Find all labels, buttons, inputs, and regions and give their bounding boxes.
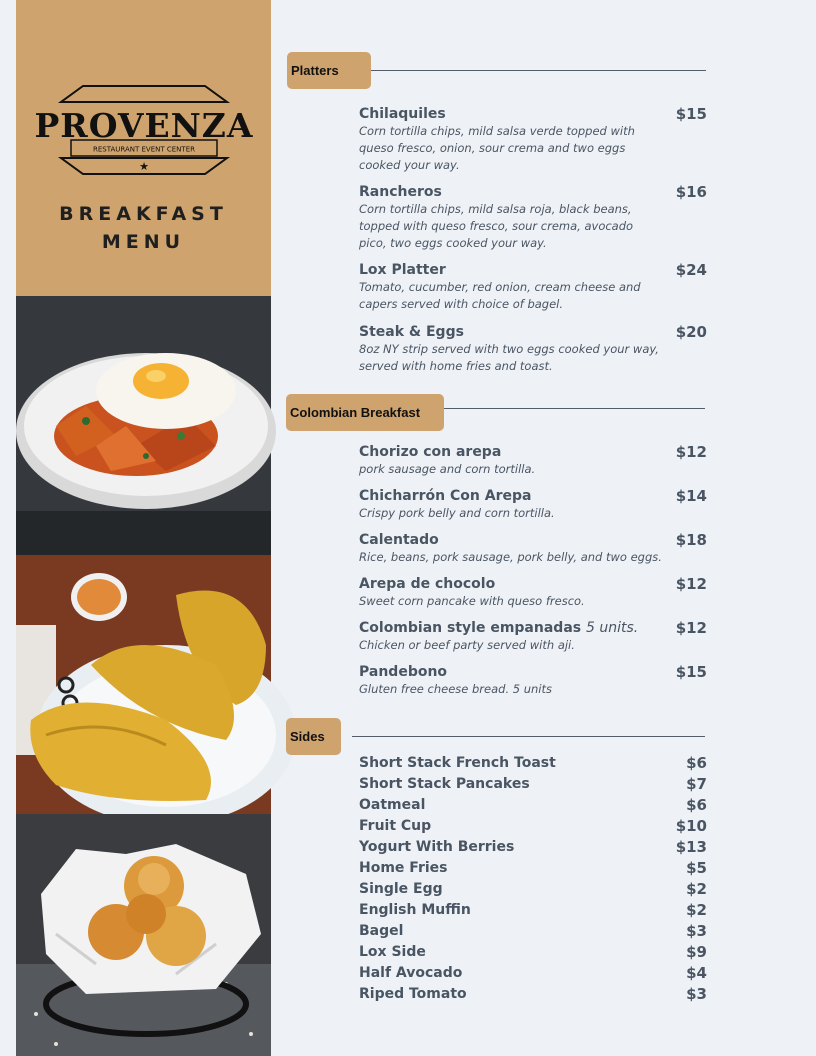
sides-label: Sides (290, 729, 325, 744)
menu-item (359, 323, 707, 375)
menu-item (359, 487, 707, 522)
item-name-text: Colombian style empanadas (359, 620, 582, 636)
item-description: Tomato, cucumber, red onion, cream cheese and capers served with choice of bagel. (359, 280, 641, 311)
side-item (359, 795, 707, 816)
logo-wordmark: PROVENZA (34, 106, 254, 145)
menu-item (359, 443, 707, 478)
menu-item (359, 531, 707, 566)
item-price: $12 (675, 575, 707, 593)
menu-title-line2: MENU (101, 231, 186, 253)
side-item-name: Single Egg (359, 881, 443, 897)
side-item (359, 774, 707, 795)
item-name (359, 619, 707, 637)
side-item-name: Yogurt With Berries (359, 839, 515, 855)
item-name: Calentado (359, 532, 439, 548)
side-item-name: Lox Side (359, 944, 426, 960)
svg-text:★: ★ (139, 160, 149, 173)
item-name: Arepa de chocolo (359, 576, 496, 592)
menu-title (16, 200, 271, 256)
side-item-price: $9 (686, 943, 707, 961)
item-name: Pandebono (359, 664, 448, 680)
item-description: Gluten free cheese bread. 5 units (359, 682, 552, 696)
item-price: $15 (675, 663, 707, 681)
sides-divider (352, 736, 705, 737)
item-description: Corn tortilla chips, mild salsa roja, black beans, topped with queso fresco, sour crema, avocado pico, two eggs cooked your way. (359, 202, 634, 250)
side-item (359, 816, 707, 837)
brand-panel (16, 0, 271, 296)
menu-item (359, 619, 707, 654)
colombian-divider (444, 408, 705, 409)
side-item-price: $6 (686, 754, 707, 772)
menu-item (359, 663, 707, 698)
item-units: 5 units. (585, 620, 639, 636)
item-name: Rancheros (359, 184, 442, 200)
side-item-name: English Muffin (359, 902, 471, 918)
item-price: $15 (675, 105, 707, 123)
item-name: Steak & Eggs (359, 324, 464, 340)
side-item (359, 963, 707, 984)
item-price: $20 (675, 323, 707, 341)
item-price: $18 (675, 531, 707, 549)
item-price: $12 (675, 619, 707, 637)
item-description: Crispy pork belly and corn tortilla. (359, 506, 555, 520)
side-item (359, 753, 707, 774)
item-description: Rice, beans, pork sausage, pork belly, and two eggs. (359, 550, 662, 564)
side-item (359, 984, 707, 1005)
side-item-price: $4 (686, 964, 707, 982)
tab-platters (287, 52, 371, 89)
item-price: $14 (675, 487, 707, 505)
side-item-price: $2 (686, 880, 707, 898)
side-item-price: $3 (686, 922, 707, 940)
menu-item (359, 183, 707, 252)
side-item (359, 837, 707, 858)
side-item-price: $5 (686, 859, 707, 877)
side-item-name: Riped Tomato (359, 986, 467, 1002)
logo-tagline: RESTAURANT EVENT CENTER (93, 145, 195, 154)
platters-divider (371, 70, 706, 71)
pandebono-photo (16, 814, 271, 1056)
side-item (359, 900, 707, 921)
colombian-label: Colombian Breakfast (290, 405, 421, 420)
side-item-price: $10 (675, 817, 707, 835)
provenza-logo (34, 84, 254, 176)
side-item (359, 858, 707, 879)
menu-title-line1: BREAKFAST (59, 203, 228, 225)
item-description: Chicken or beef party served with aji. (359, 638, 575, 652)
side-item-price: $6 (686, 796, 707, 814)
item-description: 8oz NY strip served with two eggs cooked your way, served with home fries and toast. (359, 342, 659, 373)
chilaquiles-photo (16, 296, 271, 555)
side-item-price: $13 (675, 838, 707, 856)
side-item-price: $2 (686, 901, 707, 919)
tab-sides (286, 718, 341, 755)
menu-item (359, 105, 707, 174)
item-price: $12 (675, 443, 707, 461)
item-price: $24 (675, 261, 707, 279)
menu-item (359, 575, 707, 610)
side-item-name: Fruit Cup (359, 818, 432, 834)
side-item-name: Short Stack French Toast (359, 755, 556, 771)
item-description: pork sausage and corn tortilla. (359, 462, 536, 476)
side-item-price: $3 (686, 985, 707, 1003)
item-name: Lox Platter (359, 262, 446, 278)
empanadas-photo (16, 555, 271, 814)
side-item-name: Oatmeal (359, 797, 426, 813)
item-name: Chorizo con arepa (359, 444, 502, 460)
menu-item (359, 261, 707, 313)
side-item-name: Home Fries (359, 860, 448, 876)
item-description: Sweet corn pancake with queso fresco. (359, 594, 585, 608)
page-margin (0, 0, 16, 1056)
side-item (359, 942, 707, 963)
side-item-name: Bagel (359, 923, 404, 939)
side-item-price: $7 (686, 775, 707, 793)
tab-colombian-breakfast (286, 394, 444, 431)
platters-label: Platters (291, 63, 339, 78)
item-description: Corn tortilla chips, mild salsa verde topped with queso fresco, onion, sour crema and two eggs cooked your way. (359, 124, 635, 172)
item-name: Chicharrón Con Arepa (359, 488, 532, 504)
item-name: Chilaquiles (359, 106, 446, 122)
side-item (359, 879, 707, 900)
side-item-name: Half Avocado (359, 965, 463, 981)
item-price: $16 (675, 183, 707, 201)
side-item-name: Short Stack Pancakes (359, 776, 530, 792)
side-item (359, 921, 707, 942)
